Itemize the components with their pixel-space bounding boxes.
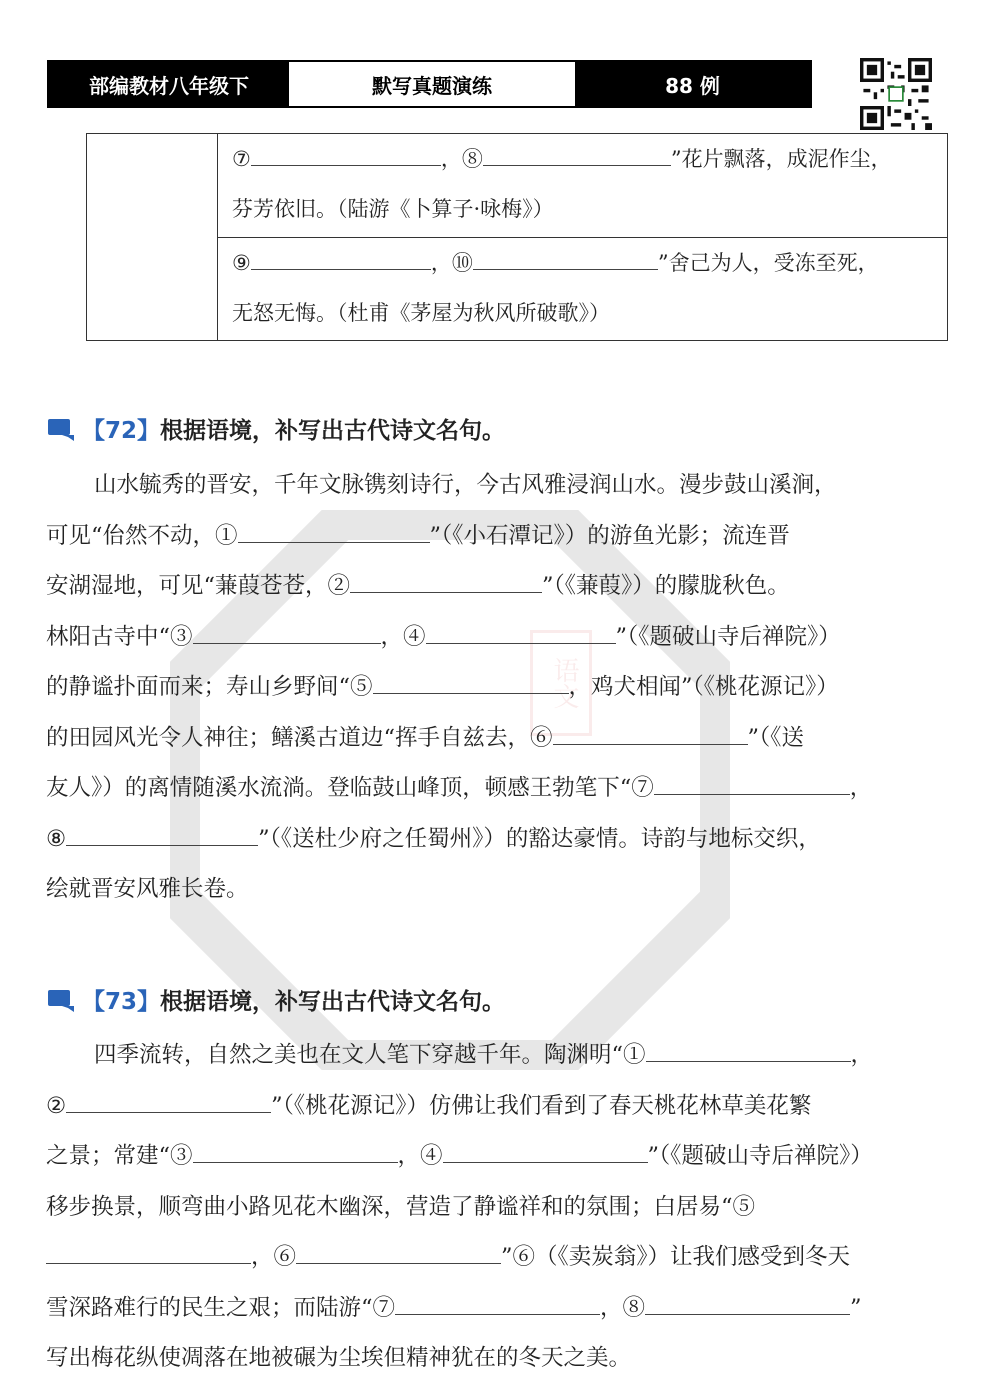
header-bar	[47, 60, 812, 108]
text: 之景；常建“③	[46, 1143, 193, 1169]
table-row	[218, 238, 947, 341]
text: 可见“佁然不动，①	[46, 522, 238, 549]
blank-72-4[interactable]	[426, 621, 616, 644]
answer-table	[86, 133, 948, 341]
blank-73-1[interactable]	[646, 1039, 851, 1062]
row1-tail: ”花片飘落，成泥作尘，	[670, 147, 892, 171]
question-title: 根据语境，补写出古代诗文名句。	[160, 418, 506, 444]
question-number: 【72】	[82, 418, 161, 444]
row2-tail: ”舍己为人，受冻至死，	[657, 251, 879, 275]
blank-72-5[interactable]	[373, 671, 569, 694]
marker-8: ⑧	[461, 147, 483, 171]
text: ⑧	[46, 825, 67, 852]
blank-72-7[interactable]	[654, 772, 850, 795]
blank-72-2[interactable]	[350, 570, 542, 593]
text: ②	[46, 1092, 67, 1119]
text: 写出梅花纵使凋落在地被碾为尘埃但精神犹在的冬天之美。	[46, 1345, 632, 1371]
blank-72-3[interactable]	[193, 621, 381, 644]
qr-code-icon[interactable]	[860, 58, 932, 130]
text: ”（《题破山寺后禅院》）	[647, 1143, 873, 1169]
text: 绘就晋安风雅长卷。	[46, 876, 249, 902]
blank-7[interactable]	[251, 143, 441, 166]
text: 友人》）的离情随溪水流淌。登临鼓山峰顶，顿感王勃笔下“⑦	[46, 775, 654, 801]
text: ”（《蒹葭》）的朦胧秋色。	[542, 573, 790, 599]
row2-line2: 无怒无悔。（杜甫《茅屋为秋风所破歌》）	[232, 301, 610, 325]
blank-9[interactable]	[251, 247, 431, 270]
blank-73-2[interactable]	[66, 1090, 271, 1113]
blank-8[interactable]	[483, 143, 671, 166]
text: ”（《桃花源记》）仿佛让我们看到了春天桃花林草美花繁	[271, 1092, 812, 1119]
table-left-column	[87, 134, 218, 340]
text: ”	[850, 1294, 862, 1321]
text: ，⑥	[251, 1244, 297, 1270]
blank-73-6[interactable]	[296, 1241, 501, 1264]
question-title: 根据语境，补写出古代诗文名句。	[160, 989, 506, 1015]
header-grade: 部编教材八年级下	[49, 62, 289, 106]
blank-10[interactable]	[473, 247, 658, 270]
question-73-heading	[46, 983, 505, 1016]
text: 安湖湿地，可见“蒹葭苍苍，②	[46, 573, 351, 599]
blank-72-1[interactable]	[238, 520, 430, 543]
text: ”（《送	[747, 724, 805, 751]
question-72-passage	[46, 460, 936, 915]
blank-73-8[interactable]	[645, 1292, 850, 1315]
blank-73-5[interactable]	[46, 1241, 251, 1264]
header-title: 默写真题演练	[289, 62, 575, 106]
marker-10: ⑩	[451, 251, 473, 275]
text: ，	[849, 775, 873, 801]
text: 山水毓秀的晋安，千年文脉镌刻诗行，今古风雅浸润山水。漫步鼓山溪涧，	[94, 472, 837, 498]
text: ，	[850, 1042, 874, 1068]
text: 的静谧扑面而来；寿山乡野间“⑤	[46, 674, 373, 700]
blank-73-4[interactable]	[443, 1140, 648, 1163]
blank-72-8[interactable]	[66, 823, 258, 846]
bookmark-icon	[46, 988, 76, 1012]
text: 移步换景，顺弯曲小路见花木幽深，营造了静谧祥和的氛围；白居易“⑤	[46, 1193, 756, 1220]
separator: ，	[440, 147, 462, 171]
text: 雪深路难行的民生之艰；而陆游“⑦	[46, 1294, 396, 1321]
text: ，⑧	[600, 1294, 646, 1321]
text: ”（《题破山寺后禅院》）	[615, 623, 841, 650]
marker-9: ⑨	[232, 251, 251, 275]
text: 的田园风光令人神往；鳝溪古道边“挥手自兹去，⑥	[46, 724, 553, 751]
question-72-heading	[46, 412, 505, 445]
header-count: 88 例	[575, 62, 810, 106]
separator: ，	[430, 251, 452, 275]
marker-7: ⑦	[232, 147, 251, 171]
blank-73-7[interactable]	[395, 1292, 600, 1315]
blank-72-6[interactable]	[553, 722, 748, 745]
text: ，鸡犬相闻”（《桃花源记》）	[568, 674, 839, 700]
table-row	[218, 134, 947, 238]
watermark-seal: 语文	[530, 630, 592, 736]
bookmark-icon	[46, 417, 76, 441]
text: ，④	[380, 623, 426, 650]
text: ”⑥（《卖炭翁》）让我们感受到冬天	[501, 1244, 851, 1270]
text: ”（《小石潭记》）的游鱼光影；流连晋	[429, 522, 790, 549]
text: ，④	[397, 1143, 443, 1169]
text: 四季流转，自然之美也在文人笔下穿越千年。陶渊明“①	[94, 1042, 646, 1068]
text: 林阳古寺中“③	[46, 623, 193, 650]
blank-73-3[interactable]	[193, 1140, 398, 1163]
question-number: 【73】	[82, 989, 161, 1015]
row1-line2: 芬芳依旧。（陆游《卜算子·咏梅》）	[232, 197, 554, 221]
question-73-passage	[46, 1030, 936, 1384]
text: ”（《送杜少府之任蜀州》）的豁达豪情。诗韵与地标交织，	[258, 825, 821, 852]
